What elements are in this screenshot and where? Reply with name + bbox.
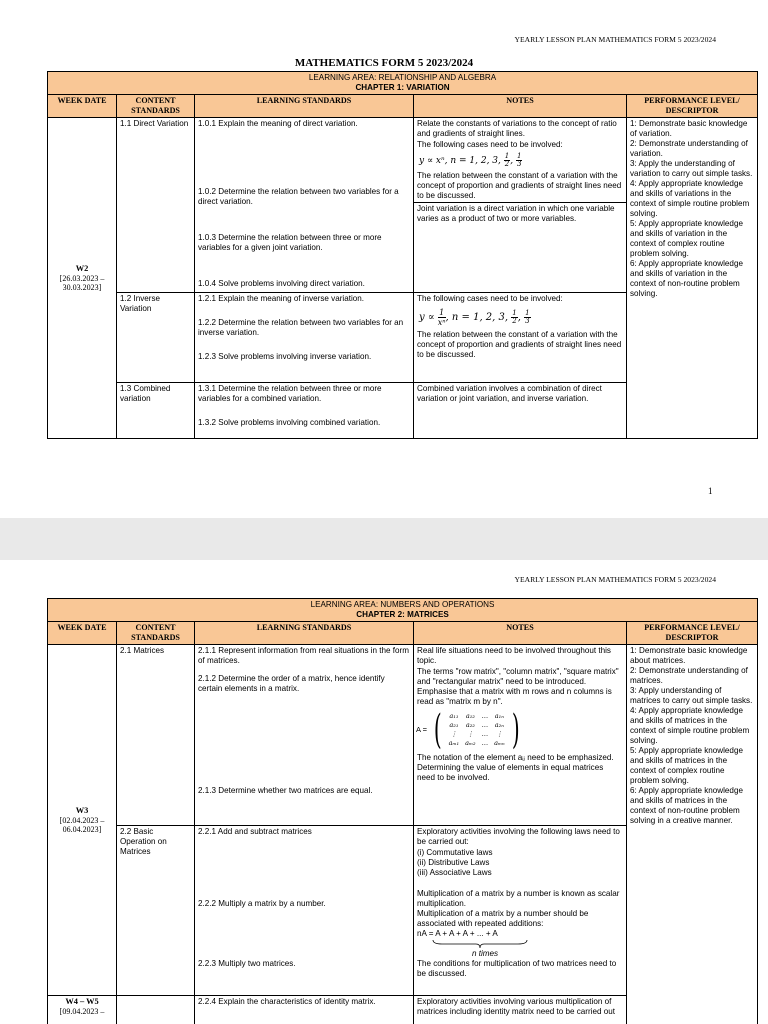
page-gap (0, 518, 768, 560)
notes-2-2 (414, 826, 627, 996)
note-text: Exploratory activities involving the following laws need to be carried out: (417, 827, 620, 846)
note-text: (iii) Associative Laws (417, 868, 492, 877)
col-content-standards: CONTENT STANDARDS (117, 95, 195, 118)
matrix-bracket-left: ( (433, 707, 442, 753)
content-standard-2-2: 2.2 Basic Operation on Matrices (117, 826, 195, 996)
formula-text: , n = 1, 2, 3, (445, 312, 512, 323)
content-standard-1-2: 1.2 Inverse Variation (117, 293, 195, 383)
n-times-label: n times (472, 949, 499, 958)
note-text: The notation of the element aᵢⱼ need to be emphasized. (417, 753, 614, 762)
running-header: YEARLY LESSON PLAN MATHEMATICS FORM 5 2023/2024 (514, 35, 716, 44)
matrix-bracket-right: ) (511, 707, 520, 753)
learning-area-row (48, 72, 758, 95)
learning-standard: 2.2.3 Multiply two matrices. (198, 959, 296, 968)
week-dates: [09.04.2023 – (59, 1007, 105, 1016)
learning-standard: 1.3.2 Solve problems involving combined variation. (198, 418, 381, 427)
repeated-addition-equation: nA = A + A + A + ... + A (417, 929, 498, 938)
week-cell (48, 996, 117, 1024)
fraction: $\frac{1}{\text{xⁿ}}$ (437, 308, 446, 327)
page-number: 1 (708, 486, 713, 496)
note-text: Emphasise that a matrix with m rows and n columns is read as "matrix m by n". (417, 687, 612, 706)
note-text: The conditions for multiplication of two matrices need to be discussed. (417, 959, 617, 978)
col-learning-standards: LEARNING STANDARDS (195, 95, 414, 118)
week-label: W2 (75, 264, 89, 273)
note-text: Relate the constants of variations to the concept of ratio and gradients of straight lines. (417, 119, 617, 138)
notes-2-1 (414, 645, 627, 826)
content-standard-empty (117, 996, 195, 1024)
note-text: Multiplication of a matrix by a number should be associated with repeated additions: (417, 909, 589, 928)
learning-standards-1-1 (195, 118, 414, 293)
formula-text: y ∝ xⁿ, n = 1, 2, 3, (419, 156, 504, 166)
general-matrix (416, 707, 626, 753)
learning-standard: 2.2.1 Add and subtract matrices (198, 827, 312, 836)
variation-formula: y ∝ xⁿ, n = 1, 2, 3, $\frac{1}{2}$ , $\frac{1}{3}$ (419, 152, 522, 168)
inverse-variation-formula: y ∝ $\frac{1}{\text{xⁿ}}$ , n = 1, 2, 3, $\frac{1}{2}$ , $\frac{1}{3}$ (419, 308, 530, 327)
performance-descriptor: 1: Demonstrate basic knowledge of variation. 2: Demonstrate understanding of variation. 3: Apply the understanding of variation to carry out simple tasks. 4: Apply appropriate knowledge and skills of variations in the context of simple routine problem solving. 5: Apply appropriate knowledge and skills of variation in the context of complex routine problem solving. 6: Apply appropriate knowledge and skills of variation in the context of non-routine problem solving. (627, 118, 758, 439)
learning-standard: 1.0.4 Solve problems involving direct variation. (198, 279, 365, 288)
notes-1-2 (414, 293, 627, 383)
learning-standard: 2.1.1 Represent information from real situations in the form of matrices. (198, 646, 409, 665)
note-text: The following cases need to be involved: (417, 140, 563, 149)
fraction: $\frac{1}{2}$ (504, 152, 510, 168)
col-week-date: WEEK DATE (48, 622, 117, 645)
learning-standard: 2.1.2 Determine the order of a matrix, hence identify certain elements in a matrix. (198, 674, 385, 693)
formula-text: y ∝ (419, 312, 438, 323)
learning-area-row (48, 599, 758, 622)
note-text: The relation between the constant of a variation with the concept of proportion and gradients of straight lines need to be discussed. (414, 170, 626, 203)
matrix-label: A = (416, 725, 428, 734)
note-text: The following cases need to be involved: (417, 294, 563, 303)
col-performance-level: PERFORMANCE LEVEL/ DESCRIPTOR (627, 622, 758, 645)
content-standard-1-3: 1.3 Combined variation (117, 383, 195, 439)
note-text: (i) Commutative laws (417, 848, 493, 857)
col-notes: NOTES (414, 622, 627, 645)
notes-1-1 (414, 118, 627, 293)
note-text: (ii) Distributive Laws (417, 858, 490, 867)
fraction: $\frac{1}{2}$ (512, 309, 517, 325)
learning-area-title: LEARNING AREA: NUMBERS AND OPERATIONS (310, 600, 495, 609)
fraction: $\frac{1}{3}$ (516, 152, 522, 168)
matrix-elements: a₁₁ a₁₂ … a₁ₙ a₂₁ a₂₂ … a₂ₙ ⋮ ⋮ … ⋮ aₘ₁ aₘ₂ … aₘₙ (448, 712, 505, 747)
column-header-row (48, 95, 758, 118)
table-row (48, 118, 758, 293)
col-performance-level: PERFORMANCE LEVEL/ DESCRIPTOR (627, 95, 758, 118)
learning-standard: 1.2.1 Explain the meaning of inverse variation. (198, 294, 365, 303)
col-notes: NOTES (414, 95, 627, 118)
week-label: W4 – W5 (65, 997, 99, 1006)
chapter-title: CHAPTER 2: MATRICES (356, 610, 449, 619)
week-dates: [02.04.2023 – 06.04.2023] (59, 816, 105, 834)
learning-standards-2-2 (195, 826, 414, 996)
note-text: The relation between the constant of a variation with the concept of proportion and gradients of straight lines need to be discussed. (417, 330, 622, 359)
week-cell (48, 645, 117, 996)
week-label: W3 (75, 806, 89, 815)
underbrace (432, 939, 528, 949)
learning-standard: 1.3.1 Determine the relation between three or more variables for a combined variation. (198, 384, 382, 403)
learning-area-title: LEARNING AREA: RELATIONSHIP AND ALGEBRA (308, 73, 497, 82)
week-cell (48, 118, 117, 439)
col-week-date: WEEK DATE (48, 95, 117, 118)
learning-standard: 1.2.3 Solve problems involving inverse variation. (198, 352, 372, 361)
content-standard-2-1: 2.1 Matrices (117, 645, 195, 826)
note-text: Real life situations need to be involved throughout this topic. (417, 646, 611, 665)
note-text: Exploratory activities involving various multiplication of matrices including identity matrix need to be carried out (414, 996, 627, 1024)
chapter-title: CHAPTER 1: VARIATION (355, 83, 450, 92)
running-header: YEARLY LESSON PLAN MATHEMATICS FORM 5 2023/2024 (514, 575, 716, 584)
note-text: The terms "row matrix", "column matrix", "square matrix" and "rectangular matrix" need to be introduced. (417, 667, 619, 686)
note-text: Determining the value of elements in equal matrices need to be involved. (417, 763, 604, 782)
table-row (48, 645, 758, 826)
note-text: Multiplication of a matrix by a number is known as scalar multiplication. (417, 889, 620, 908)
col-learning-standards: LEARNING STANDARDS (195, 622, 414, 645)
learning-standard: 1.2.2 Determine the relation between two variables for an inverse variation. (198, 318, 404, 337)
note-text: Joint variation is a direct variation in which one variable varies as a product of two or more variables. (417, 204, 615, 223)
notes-1-3: Combined variation involves a combination of direct variation or joint variation, and inverse variation. (414, 383, 627, 439)
learning-standard: 1.0.3 Determine the relation between three or more variables for a given joint variation. (198, 233, 382, 252)
learning-standard: 1.0.2 Determine the relation between two variables for a direct variation. (198, 187, 399, 206)
content-standard-1-1: 1.1 Direct Variation (117, 118, 195, 293)
document-page-2 (0, 560, 768, 1024)
document-title: MATHEMATICS FORM 5 2023/2024 (294, 57, 474, 69)
fraction: $\frac{1}{3}$ (525, 309, 530, 325)
column-header-row (48, 622, 758, 645)
lesson-plan-table-chapter-1 (47, 71, 758, 439)
learning-standard: 2.1.3 Determine whether two matrices are equal. (198, 786, 373, 795)
col-content-standards: CONTENT STANDARDS (117, 622, 195, 645)
learning-standards-1-3 (195, 383, 414, 439)
learning-standard: 1.0.1 Explain the meaning of direct variation. (198, 119, 358, 128)
performance-descriptor: 1: Demonstrate basic knowledge about matrices. 2: Demonstrate understanding of matrices. 3: Apply understanding of matrices to carry out simple tasks. 4: Apply appropriate knowledge and skills of matrices in the context of simple routine problem solving. 5: Apply appropriate knowledge and skills of matrices in the context of complex routine problem solving. 6: Apply appropriate knowledge and skills of matrices in the context of non-routine problem solving in a creative manner. (627, 645, 758, 1024)
learning-standard: 2.2.4 Explain the characteristics of identity matrix. (195, 996, 414, 1024)
learning-standards-1-2 (195, 293, 414, 383)
week-dates: [26.03.2023 – 30.03.2023] (59, 274, 105, 292)
learning-standards-2-1 (195, 645, 414, 826)
lesson-plan-table-chapter-2 (47, 598, 758, 1024)
learning-standard: 2.2.2 Multiply a matrix by a number. (198, 899, 326, 908)
